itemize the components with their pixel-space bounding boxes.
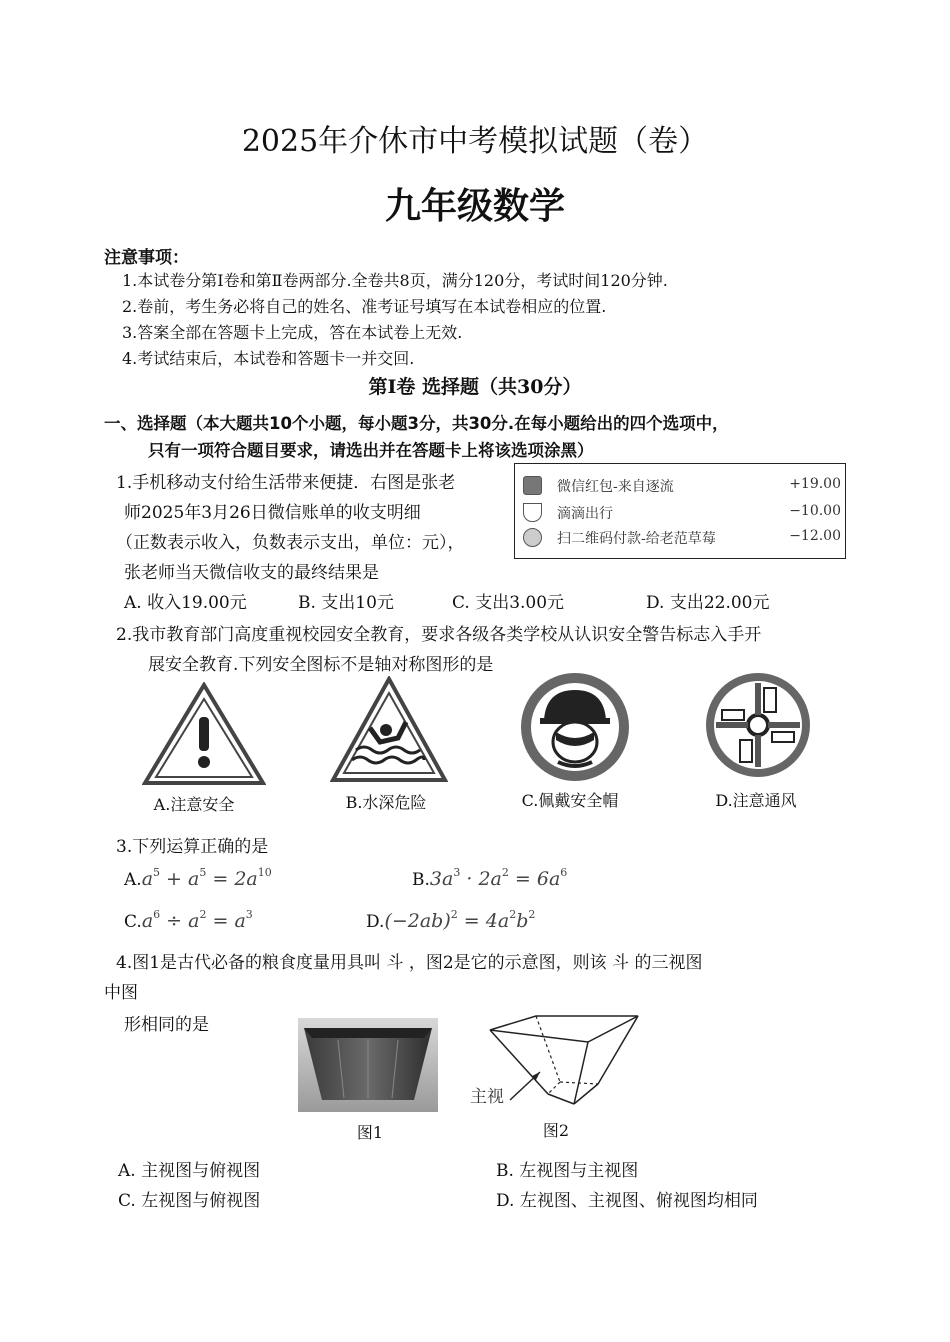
expr-exp: 2	[528, 908, 536, 921]
expr-term: = a	[206, 910, 246, 932]
expr-term: (−2ab)	[384, 910, 451, 932]
option-label: C.	[124, 912, 142, 932]
q1-option-a: A. 收入19.00元	[124, 593, 247, 613]
q4-text: 中图	[104, 983, 138, 1003]
q4-text: 4.图1是古代必备的粮食度量用具叫 斗 ，图2是它的示意图，则该 斗 的三视图	[116, 953, 703, 973]
q2-label-c: C.佩戴安全帽	[521, 791, 619, 810]
notice-item: 1.本试卷分第Ⅰ卷和第Ⅱ卷两部分.全卷共8页，满分120分，考试时间120分钟.	[122, 271, 668, 290]
expr-term: = 6a	[508, 868, 561, 890]
q3-option-c	[124, 908, 253, 932]
bill-row	[523, 474, 841, 498]
bill-name: 扫二维码付款-给老范草莓	[557, 531, 716, 547]
notice-item: 2.卷前，考生务必将自己的姓名、准考证号填写在本试卷相应的位置.	[122, 297, 607, 316]
q1-option-b: B. 支出10元	[298, 593, 394, 613]
q4-option-a: A. 主视图与俯视图	[118, 1161, 261, 1181]
expr-exp: 5	[153, 866, 161, 879]
bill-row	[523, 526, 841, 550]
q2-label-d: D.注意通风	[715, 791, 797, 810]
expr-exp: 6	[153, 908, 161, 921]
expr-term: b	[516, 910, 529, 932]
expr-term: = 2a	[206, 868, 258, 890]
q4-option-d: D. 左视图、主视图、俯视图均相同	[496, 1191, 758, 1211]
bill-name: 微信红包-来自逐流	[557, 479, 674, 495]
q1-option-d: D. 支出22.00元	[646, 593, 770, 613]
q2-text: 2.我市教育部门高度重视校园安全教育，要求各级各类学校从认识安全警告标志入手开	[116, 625, 762, 645]
car-icon	[523, 503, 542, 522]
q2-text: 展安全教育.下列安全图标不是轴对称图形的是	[148, 655, 494, 675]
expr-exp: 2	[501, 866, 509, 879]
fig2-caption: 图2	[542, 1121, 570, 1140]
bill-amount: −10.00	[789, 503, 841, 519]
ventilation-sign-icon	[704, 670, 812, 780]
fig1-caption: 图1	[356, 1123, 384, 1142]
q3-option-d	[366, 908, 535, 932]
expr-exp: 10	[257, 866, 272, 879]
option-label: D.	[366, 912, 385, 932]
red-packet-icon	[523, 476, 542, 495]
expr-term: ÷ a	[160, 910, 200, 932]
expr-exp: 3	[453, 866, 461, 879]
q2-label-b: B.水深危险	[345, 793, 427, 812]
expr-term: · 2a	[460, 868, 502, 890]
notice-item: 4.考试结束后，本试卷和答题卡一并交回.	[122, 349, 415, 368]
q4-option-c: C. 左视图与俯视图	[118, 1191, 261, 1211]
q1-text: 1.手机移动支付给生活带来便捷．右图是张老	[116, 473, 456, 493]
q3-option-b	[412, 866, 567, 890]
bill-amount: +19.00	[789, 476, 841, 492]
expr-term: 3a	[429, 868, 454, 890]
helmet-sign-icon	[518, 670, 632, 784]
expr-exp: 5	[199, 866, 207, 879]
expr-term: a	[141, 868, 154, 890]
q1-option-c: C. 支出3.00元	[452, 593, 565, 613]
expr-exp: 2	[450, 908, 458, 921]
option-label: A.	[124, 870, 142, 890]
wechat-bill	[514, 463, 846, 559]
expr-exp: 6	[560, 866, 568, 879]
notice-item: 3.答案全部在答题卡上完成，答在本试卷上无效.	[122, 323, 463, 342]
section-instruction: 只有一项符合题目要求，请选出并在答题卡上将该选项涂黑）	[148, 441, 594, 460]
expr-term: + a	[160, 868, 200, 890]
subject-title: 九年级数学	[384, 186, 565, 227]
expr-exp: 3	[245, 908, 253, 921]
q1-text: 师2025年3月26日微信账单的收支明细	[124, 503, 421, 523]
q4-text: 形相同的是	[124, 1015, 209, 1035]
q4-option-b: B. 左视图与主视图	[496, 1161, 639, 1181]
bill-row	[523, 501, 841, 525]
section-instruction: 一、选择题（本大题共10个小题，每小题3分，共30分.在每小题给出的四个选项中，	[104, 414, 729, 433]
main-view-label: 主视	[470, 1087, 504, 1107]
q3-option-a	[124, 866, 272, 890]
expr-exp: 2	[509, 908, 517, 921]
wooden-dou-photo	[298, 1018, 438, 1112]
planet-icon	[523, 528, 542, 547]
bill-amount: −12.00	[789, 528, 841, 544]
deep-water-sign-icon	[330, 676, 448, 784]
bill-name: 滴滴出行	[557, 506, 613, 522]
expr-exp: 2	[199, 908, 207, 921]
expr-term: = 4a	[457, 910, 510, 932]
section-title: 第Ⅰ卷 选择题（共30分）	[368, 376, 582, 398]
option-label: B.	[412, 870, 430, 890]
q2-label-a: A.注意安全	[153, 795, 235, 814]
caution-sign-icon	[142, 682, 266, 786]
exam-title: 2025年介休市中考模拟试题（卷）	[241, 124, 709, 159]
q1-text: 张老师当天微信收支的最终结果是	[124, 563, 379, 583]
q1-text: （正数表示收入，负数表示支出，单位：元），	[116, 533, 465, 553]
notice-heading: 注意事项：	[104, 248, 189, 268]
q3-text: 3.下列运算正确的是	[116, 837, 269, 857]
expr-term: a	[141, 910, 154, 932]
